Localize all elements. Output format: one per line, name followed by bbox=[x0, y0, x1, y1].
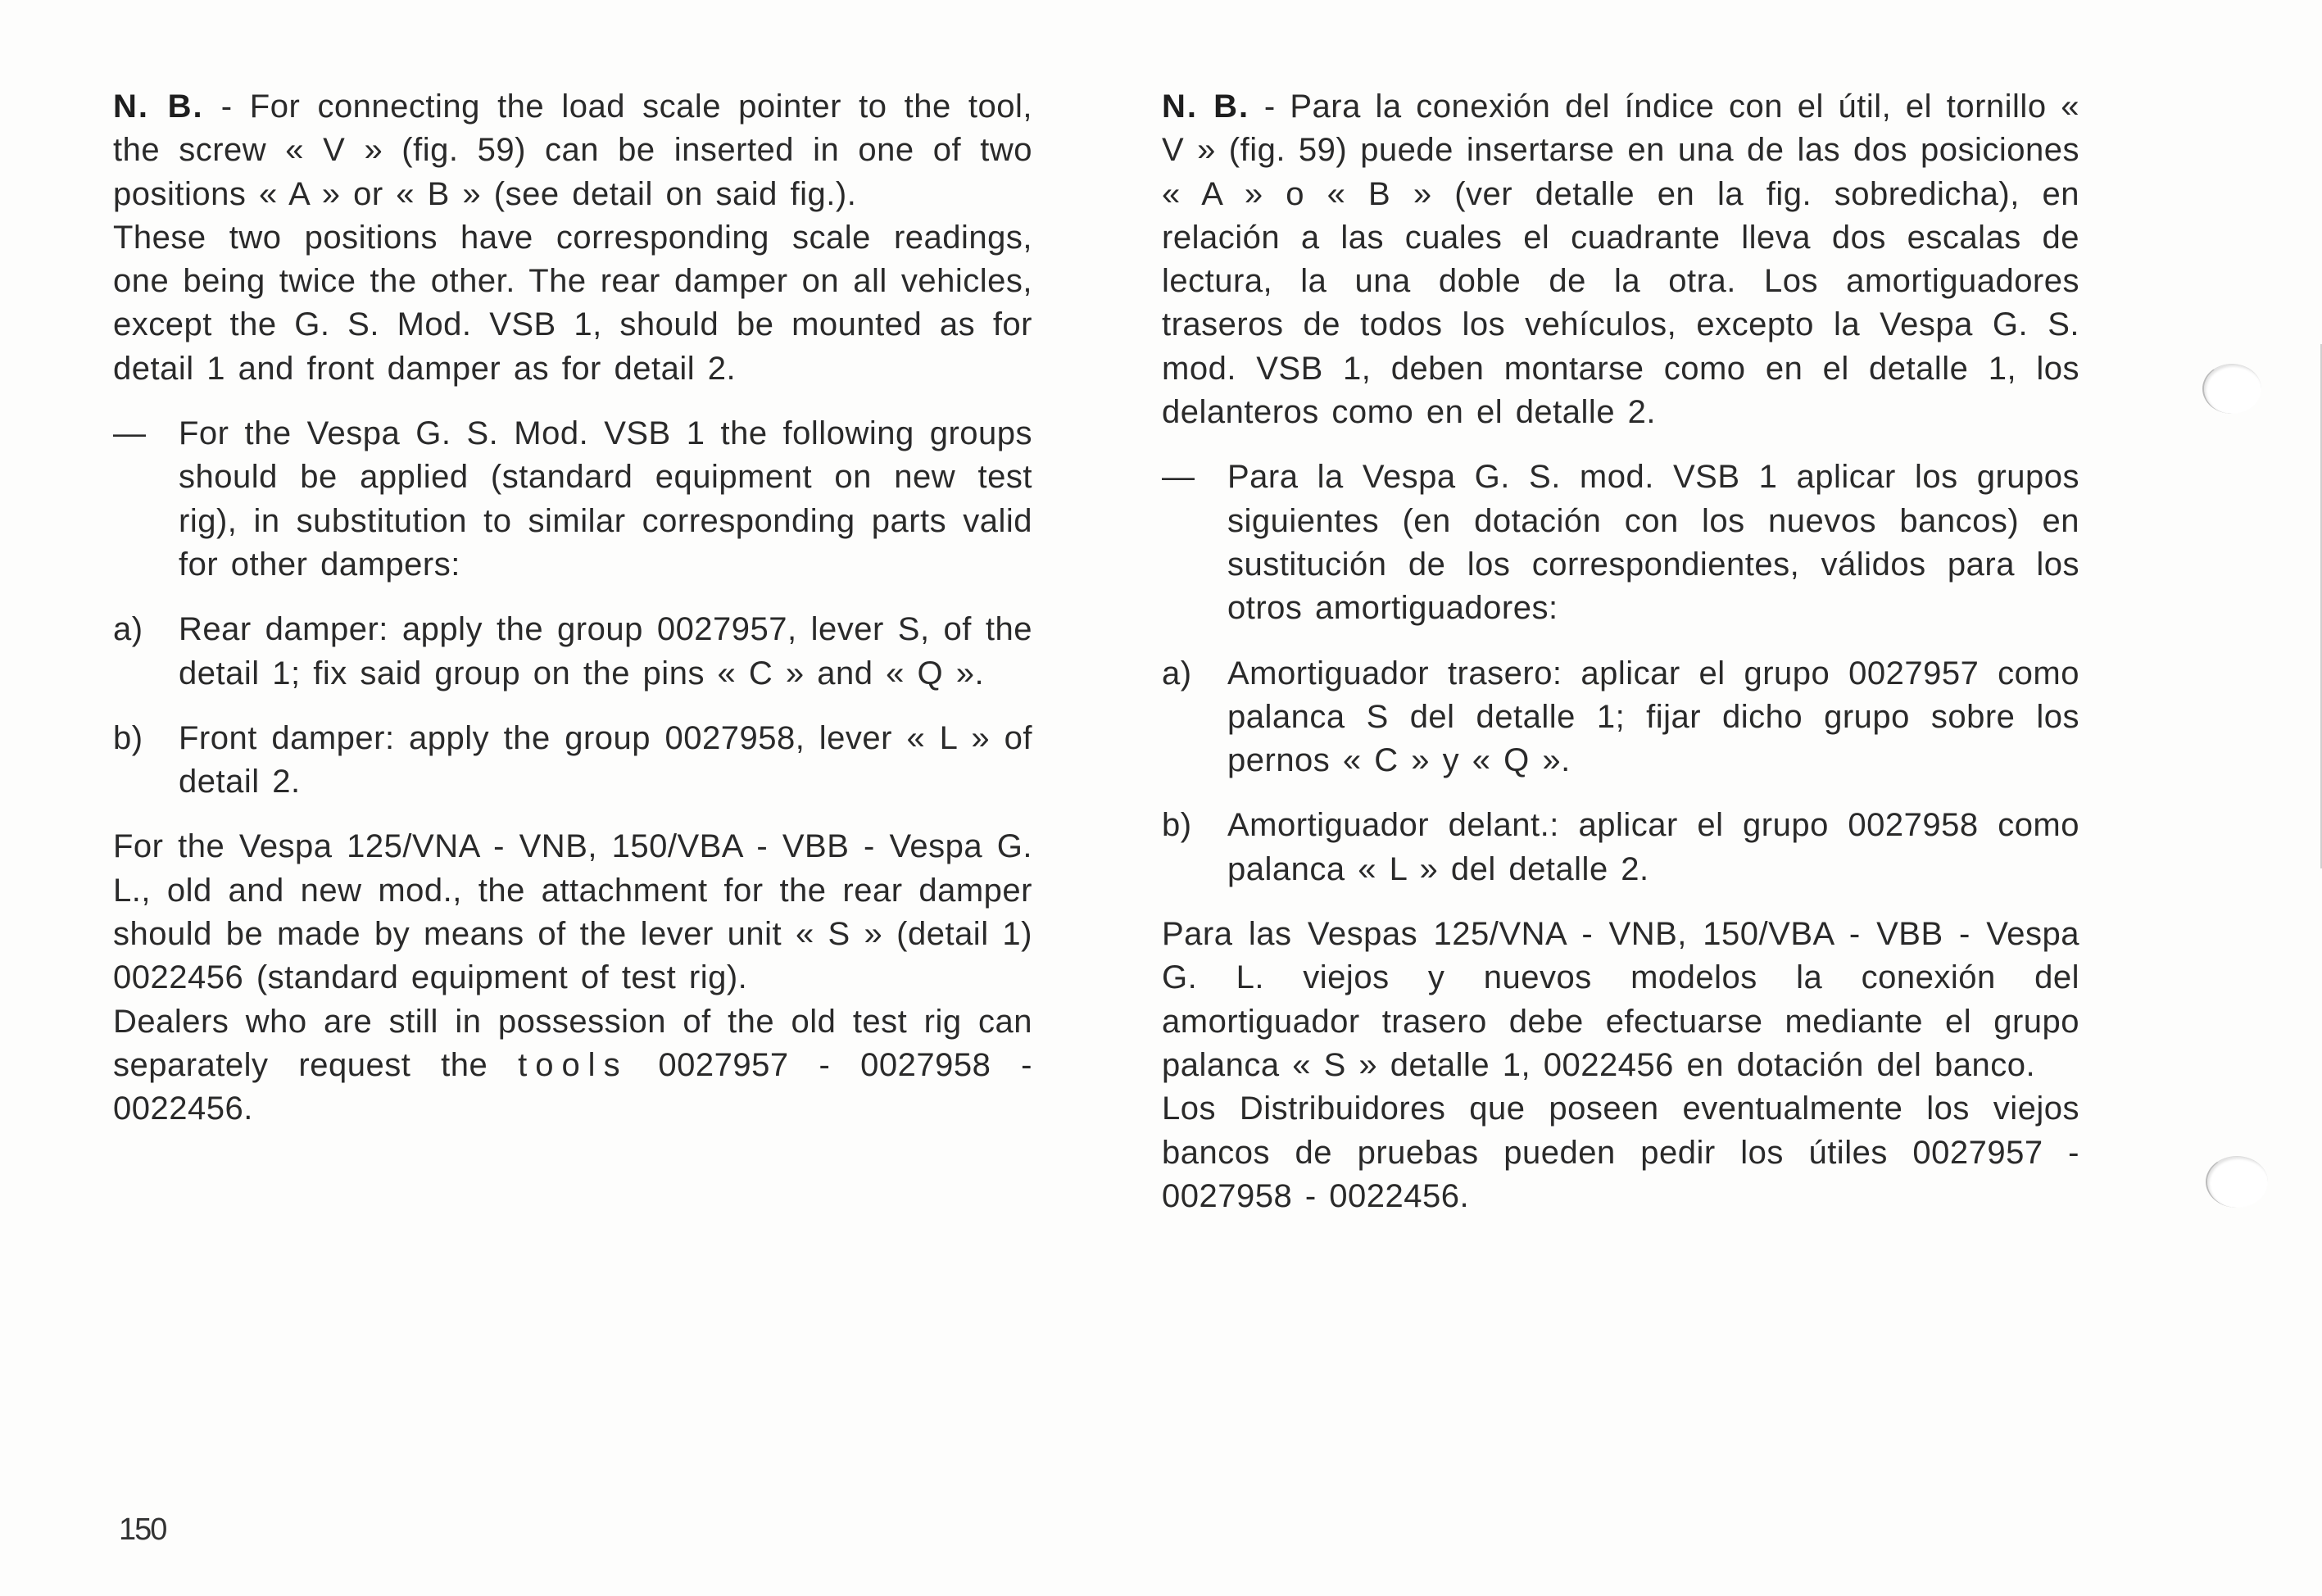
binder-hole-bottom-icon bbox=[2206, 1156, 2268, 1208]
dealers-text-before: Dealers who are still in possession of the old test rig can separately request the bbox=[113, 1003, 1032, 1083]
item-text-a: Rear damper: apply the group 0027957, lever S, of the detail 1; fix said group on the pins « C » and « Q ». bbox=[179, 611, 1032, 691]
item-marker-b: b) bbox=[1162, 807, 1192, 844]
nb-label: N. B. bbox=[1162, 88, 1250, 125]
vespa-paragraph-en: For the Vespa 125/VNA - VNB, 150/VBA - VBB - Vespa G. L., old and new mod., the attachment for the rear damper should be made by means of the lever unit « S » (detail 1) 0022456 (standard equipment of test rig). bbox=[113, 828, 1032, 996]
dealers-paragraph-en bbox=[113, 1000, 1032, 1131]
list-item-a-en bbox=[113, 608, 1032, 696]
english-column bbox=[113, 85, 1032, 1131]
vespa-paragraph-es: Para las Vespas 125/VNA - VNB, 150/VBA - VBB - Vespa G. L. viejos y nuevos modelos la conexión del amortiguador trasero debe efectuarse mediante el grupo palanca « S » detalle 1, 0022456 en dotación del banco. bbox=[1162, 916, 2079, 1083]
dash-list-item-es bbox=[1162, 456, 2079, 630]
dash-list-item-en bbox=[113, 412, 1032, 587]
binder-hole-top-icon bbox=[2202, 364, 2261, 414]
nb-text: - Para la conexión del índice con el útil, el tornillo « V » (fig. 59) puede insertarse en una de las dos posiciones « A » o « B » (ver detalle en la fig. sobredicha), en relación a las cuales el cuadrante lleva dos escalas de lectura, la una doble de la otra. Los amortiguadores traseros de todos los vehículos, excepto la Vespa G. S. mod. VSB 1, deben montarse como en el detalle 1, los delanteros como en el detalle 2. bbox=[1162, 88, 2079, 431]
item-text-a: Amortiguador trasero: aplicar el grupo 0027957 como palanca S del detalle 1; fijar dicho grupo sobre los pernos « C » y « Q ». bbox=[1227, 655, 2079, 779]
nb-paragraph-es bbox=[1162, 85, 2079, 434]
item-marker-a: a) bbox=[1162, 655, 1192, 691]
list-item-b-en bbox=[113, 717, 1032, 805]
nb-text: - For connecting the load scale pointer to the tool, the screw « V » (fig. 59) can be inserted in one of two positions « A » or « B » (see detail on said fig.). bbox=[113, 88, 1032, 212]
item-text-b: Amortiguador delant.: aplicar el grupo 0027958 como palanca « L » del detalle 2. bbox=[1227, 807, 2079, 887]
dealers-text-tools: tools bbox=[518, 1046, 628, 1083]
list-item-b-es bbox=[1162, 804, 2079, 891]
nb-label: N. B. bbox=[113, 88, 204, 125]
dash-item-text: For the Vespa G. S. Mod. VSB 1 the following groups should be applied (standard equipment on new test rig), in substitution to similar corresponding parts valid for other dampers: bbox=[179, 415, 1032, 583]
item-marker-b: b) bbox=[113, 719, 143, 756]
item-marker-a: a) bbox=[113, 611, 143, 648]
list-item-a-es bbox=[1162, 652, 2079, 783]
dealers-text-after: 0027957 - 0027958 - 0022456. bbox=[113, 1046, 1032, 1127]
dash-item-text: Para la Vespa G. S. mod. VSB 1 aplicar los grupos siguientes (en dotación con los nuevos bancos) en sustitución de los correspondientes, válidos para los otros amortiguadores: bbox=[1227, 459, 2079, 627]
dealers-paragraph-es: Los Distribuidores que poseen eventualmente los viejos bancos de pruebas pueden pedir los útiles 0027957 - 0027958 - 0022456. bbox=[1162, 1090, 2079, 1214]
page-number: 150 bbox=[119, 1512, 166, 1547]
nb-paragraph-en bbox=[113, 85, 1032, 216]
positions-paragraph-en: These two positions have corresponding scale readings, one being twice the other. The rear damper on all vehicles, except the G. S. Mod. VSB 1, should be mounted as for detail 1 and front damper as for detail 2. bbox=[113, 219, 1032, 387]
dash-marker: — bbox=[113, 415, 147, 452]
dash-marker: — bbox=[1162, 459, 1195, 496]
spanish-column bbox=[1162, 85, 2079, 1218]
item-text-b: Front damper: apply the group 0027958, lever « L » of detail 2. bbox=[179, 719, 1032, 800]
